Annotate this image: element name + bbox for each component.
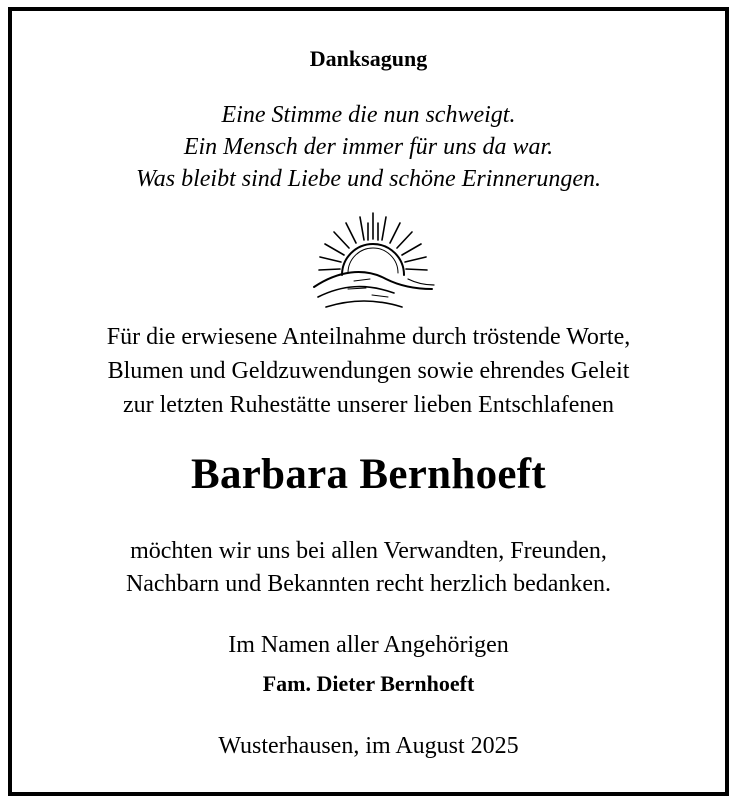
notice-frame bbox=[8, 7, 729, 796]
thanks-line-2: Nachbarn und Bekannten recht herzlich bedanken. bbox=[125, 571, 612, 597]
deceased-name: Barbara Bernhoeft bbox=[190, 451, 547, 498]
intro-line-3: zur letzten Ruhestätte unserer lieben Entschlafenen bbox=[122, 392, 615, 418]
poem-line-2: Ein Mensch der immer für uns da war. bbox=[183, 134, 554, 160]
sunrise-over-hills-icon bbox=[308, 209, 438, 313]
poem-line-3: Was bleibt sind Liebe und schöne Erinnerungen. bbox=[135, 166, 602, 192]
notice-heading: Danksagung bbox=[309, 46, 428, 71]
thanks-line-1: möchten wir uns bei allen Verwandten, Freunden, bbox=[130, 538, 607, 564]
place-date: Wusterhausen, im August 2025 bbox=[218, 733, 519, 759]
on-behalf-text: Im Namen aller Angehörigen bbox=[228, 632, 509, 658]
family-signature: Fam. Dieter Bernhoeft bbox=[262, 671, 475, 696]
intro-line-2: Blumen und Geldzuwendungen sowie ehrendes Geleit bbox=[107, 358, 630, 384]
poem-line-1: Eine Stimme die nun schweigt. bbox=[221, 102, 516, 128]
intro-line-1: Für die erwiesene Anteilnahme durch tröstende Worte, bbox=[106, 324, 631, 350]
